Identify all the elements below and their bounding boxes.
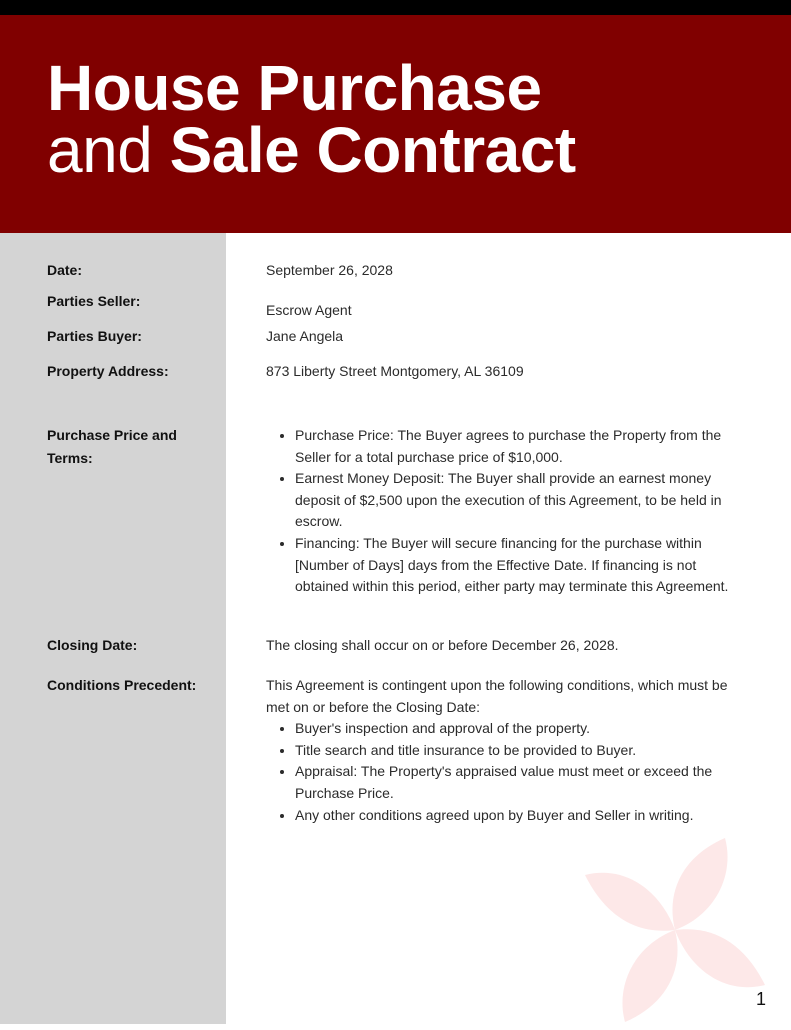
closing-date-value: The closing shall occur on or before December 26, 2028. <box>266 637 619 653</box>
buyer-value: Jane Angela <box>266 328 344 344</box>
flower-petal-left <box>585 873 675 931</box>
price-terms-value <box>266 425 746 598</box>
closing-date-label: Closing Date: <box>47 637 138 653</box>
page-number: 1 <box>756 989 767 1009</box>
conditions-intro: This Agreement is contingent upon the following conditions, which must be met on or before the Closing Date: <box>266 677 728 715</box>
list-item: • Any other conditions agreed upon by Buyer and Seller in writing. <box>295 805 746 827</box>
seller-value: Escrow Agent <box>266 302 352 318</box>
list-item: • Buyer's inspection and approval of the property. <box>295 718 746 740</box>
document-title <box>47 52 576 186</box>
address-value: 873 Liberty Street Montgomery, AL 36109 <box>266 363 524 379</box>
flower-petal-top <box>672 838 727 930</box>
list-item: • Earnest Money Deposit: The Buyer shall provide an earnest money deposit of $2,500 upon the execution of this Agreement, to be held in escrow. <box>295 468 746 533</box>
title-line-2 <box>47 114 576 186</box>
list-item: • Financing: The Buyer will secure financing for the purchase within [Number of Days] days from the Effective Date. If financing is not obtained within this period, either party may terminate this Agreement. <box>295 533 746 598</box>
sidebar-panel <box>0 233 226 1024</box>
flower-decoration <box>575 830 775 1030</box>
flower-petal-right <box>675 929 765 987</box>
buyer-label: Parties Buyer: <box>47 328 142 344</box>
address-label: Property Address: <box>47 363 169 379</box>
top-bar <box>0 0 791 15</box>
title-line-1: House Purchase <box>47 52 542 124</box>
price-terms-label: Purchase Price and Terms: <box>47 427 177 466</box>
header-banner <box>0 15 791 233</box>
seller-label: Parties Seller: <box>47 293 141 309</box>
date-label: Date: <box>47 262 83 278</box>
conditions-label: Conditions Precedent: <box>47 677 197 693</box>
conditions-list <box>266 718 746 826</box>
list-item: • Appraisal: The Property's appraised value must meet or exceed the Purchase Price. <box>295 761 746 804</box>
list-item: • Title search and title insurance to be provided to Buyer. <box>295 740 746 762</box>
list-item: • Purchase Price: The Buyer agrees to purchase the Property from the Seller for a total purchase price of $10,000. <box>295 425 746 468</box>
flower-petal-bottom <box>622 930 677 1022</box>
conditions-value <box>266 675 746 826</box>
title-line-2-bold: Sale Contract <box>169 114 576 186</box>
date-value: September 26, 2028 <box>266 262 393 278</box>
title-line-2-light: and <box>47 114 153 186</box>
price-terms-list <box>266 425 746 598</box>
